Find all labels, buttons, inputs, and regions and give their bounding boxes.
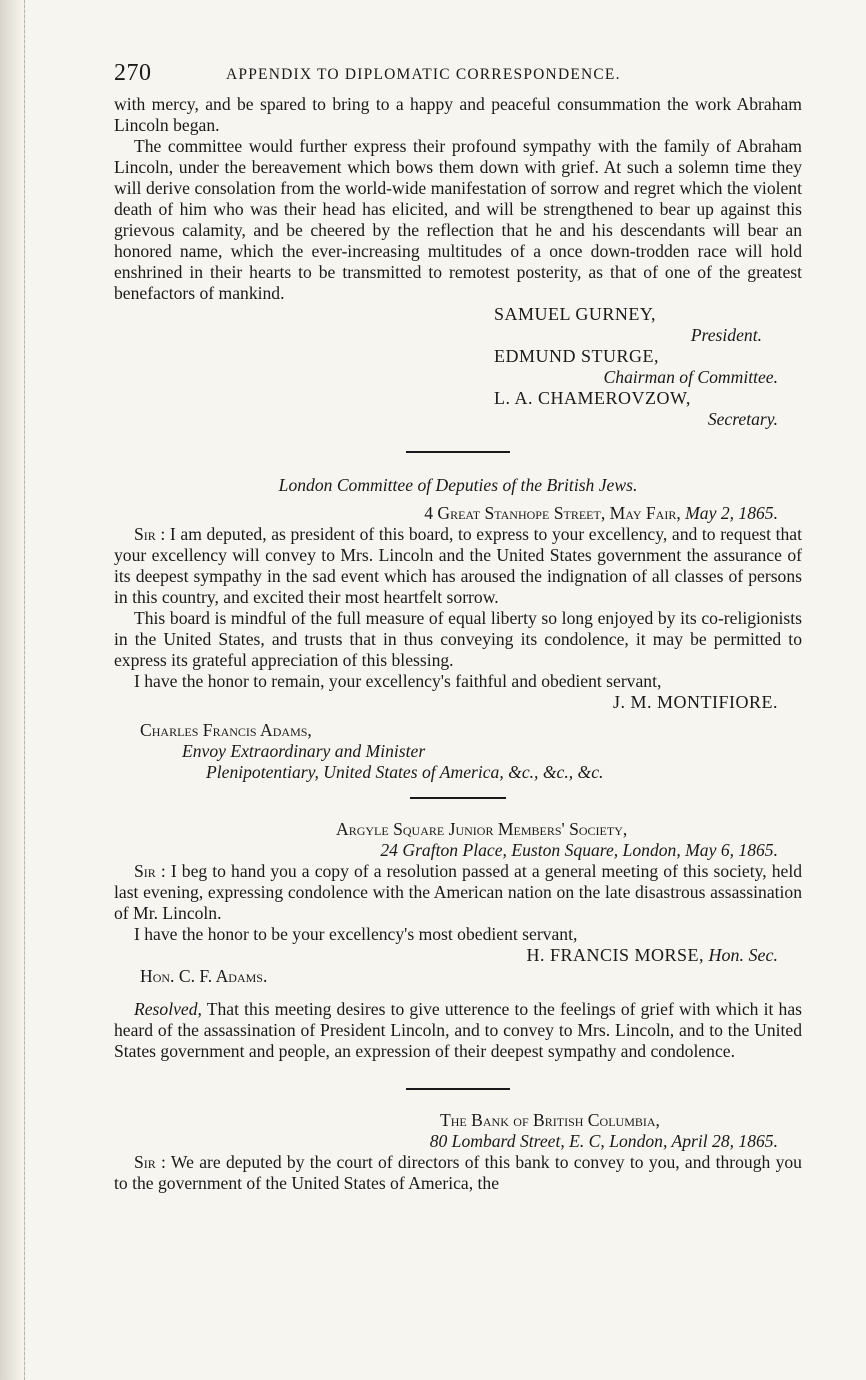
letter-date: May 2, 1865. (685, 503, 778, 523)
signature-line (114, 945, 802, 966)
signatory-name: EDMUND STURGE, (494, 346, 660, 366)
paragraph: The committee would further express their profound sympathy with the family of Abraham Lincoln, under the bereavement which bows them down with grief. At such a solemn time they will derive consolation from the world-wide manifestation of sorrow and regret which the violent death of him who was their head has elicited, and will be strengthened to bear up against this grievous calamity, and be cheered by the reflection that he and his descendants will bear an honored name, which the ever-increasing multitudes of a once down-trodden race will hold enshrined in their hearts to be transmitted to remotest posterity, as that of one of the greatest benefactors of mankind. (114, 136, 802, 303)
salutation: Sir : (134, 524, 166, 544)
section-divider (406, 1088, 510, 1090)
paragraph-text: I beg to hand you a copy of a resolution passed at a general meeting of this society, held last evening, expressing condolence with the American nation on the late disastrous assassination of Mr. Lincoln. (114, 861, 803, 923)
signatory-title: Chairman of Committee. (603, 367, 778, 387)
salutation: Sir : (134, 1152, 166, 1172)
section-divider (410, 797, 506, 799)
paragraph: with mercy, and be spared to bring to a happy and peaceful consummation the work Abraham Lincoln began. (114, 94, 802, 135)
signatory-name: L. A. CHAMEROVZOW, (494, 388, 691, 408)
resolution (114, 999, 802, 1062)
signature: J. M. MONTIFIORE. (612, 692, 778, 712)
paragraph: This board is mindful of the full measure of equal liberty so long enjoyed by its co-religionists in the United States, and trusts that in thus conveying its condolence, it may be permitted to express its grateful appreciation of this blessing. (114, 608, 802, 670)
letter-address: 80 Lombard Street, E. C, London, April 28, 1865. (429, 1131, 778, 1151)
letter-address: 24 Grafton Place, Euston Square, London, May 6, 1865. (380, 840, 778, 860)
section-british-jews (114, 475, 802, 783)
closing: I have the honor to be your excellency's most obedient servant, (134, 924, 578, 944)
resolved-word: Resolved, (134, 999, 202, 1019)
paragraph (114, 861, 802, 924)
section-heading: London Committee of Deputies of the British Jews. (278, 475, 638, 495)
salutation: Sir : (134, 861, 166, 881)
document-page (114, 60, 802, 1194)
page-number: 270 (114, 60, 152, 86)
closing: I have the honor to remain, your excellency's faithful and obedient servant, (134, 671, 662, 691)
signatory-title: Secretary. (707, 409, 778, 429)
section-divider (406, 451, 510, 453)
paragraph-text: I am deputed, as president of this board, to express to your excellency, and to request that your excellency will convey to Mrs. Lincoln and the United States government the assurance of its deepest sympathy in the sad event which has aroused the indignation of all classes of persons in this country, and excited their most heartfelt sorrow. (114, 524, 803, 607)
section-bank-british-columbia (114, 1110, 802, 1194)
resolution-text: That this meeting desires to give utterence to the feelings of grief with which it has heard of the assassination of President Lincoln, and to convey to Mrs. Lincoln, and to the United States government and people, an expression of their deepest sympathy and condolence. (114, 999, 802, 1061)
organization-name: The Bank of British Columbia, (440, 1110, 660, 1130)
paragraph (114, 1152, 802, 1194)
address-text: 4 Great Stanhope Street, May Fair, (424, 503, 681, 523)
page-binding-edge (0, 0, 25, 1380)
addressee: Hon. C. F. Adams. (140, 966, 268, 986)
signature-block (114, 304, 802, 430)
running-title: APPENDIX TO DIPLOMATIC CORRESPONDENCE. (226, 66, 621, 83)
addressee-title: Plenipotentiary, United States of America, &c., &c., &c. (206, 762, 604, 782)
letter-address (114, 503, 802, 524)
paragraph (114, 524, 802, 608)
page-header (114, 60, 802, 94)
paragraph-text: We are deputed by the court of directors of this bank to convey to you, and through you to the government of the United States of America, the (114, 1152, 802, 1193)
signatory-title: President. (690, 325, 762, 345)
organization-name: Argyle Square Junior Members' Society, (336, 819, 628, 839)
signature: H. FRANCIS MORSE, (526, 945, 705, 965)
addressee-title: Envoy Extraordinary and Minister (182, 741, 426, 761)
signatory-name: SAMUEL GURNEY, (494, 304, 657, 324)
addressee: Charles Francis Adams, (140, 720, 312, 740)
section-anti-slavery-committee (114, 94, 802, 430)
signature-title: Hon. Sec. (708, 945, 778, 965)
section-argyle-square (114, 819, 802, 1062)
